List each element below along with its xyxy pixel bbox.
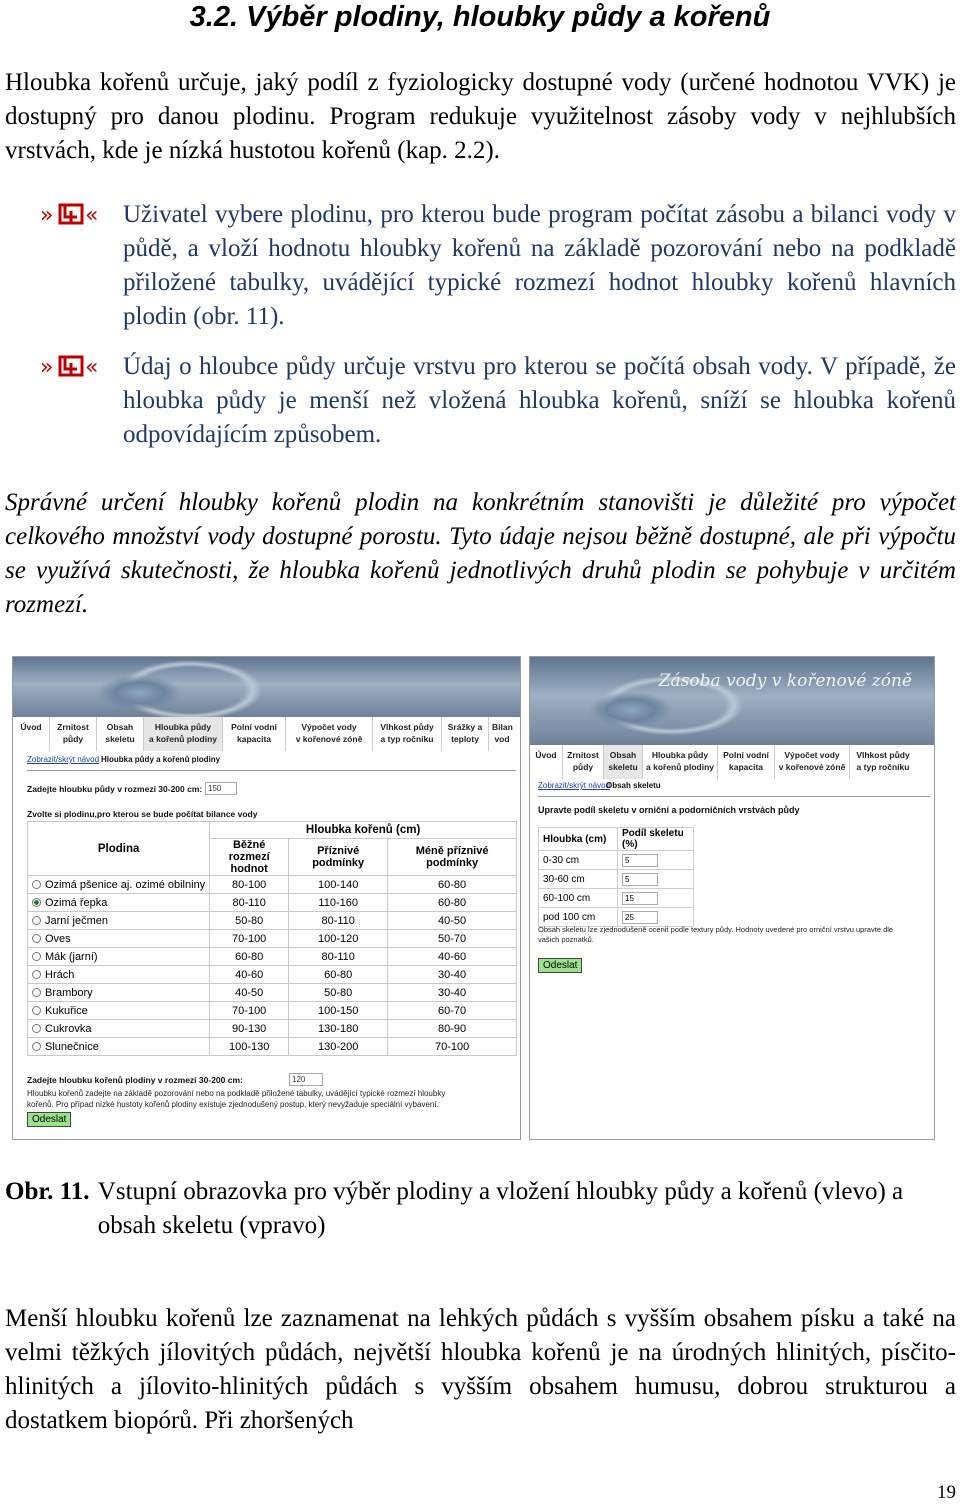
- nav-tab[interactable]: Obsah skeletu: [97, 717, 144, 751]
- skeleton-input[interactable]: 5: [622, 854, 658, 867]
- col-share-header: Podíl skeletu (%): [618, 828, 694, 851]
- root-depth-label: Zadejte hloubku kořenů plodiny v rozmezí 30-200 cm:: [27, 1075, 243, 1085]
- bottom-paragraph: Menší hloubku kořenů lze zaznamenat na lehkých půdách s vyšším obsahem písku a také na velmi těžkých jílovitých půdách, největší hloubka kořenů je na úrodných hlinitých, písčito-hlinitých a jílovito-hlinitých půdách s vyšším obsahem humusu, dobrou strukturou a dostatkem biopórů. Při zhoršených: [5, 1305, 956, 1434]
- crop-radio[interactable]: [32, 952, 41, 961]
- cell-favorable: 130-180: [289, 1020, 388, 1038]
- crop-name: Ozimá pšenice aj. ozimé obilniny: [45, 878, 206, 891]
- nav-tab[interactable]: Výpočet vody v kořenové zóně: [286, 717, 373, 751]
- nav-tab[interactable]: Polní vodní kapacita: [718, 745, 775, 779]
- crop-option[interactable]: [28, 912, 210, 930]
- cell-common: 80-100: [210, 876, 289, 894]
- crop-name: Slunečnice: [45, 1040, 99, 1053]
- cell-favorable: 60-80: [289, 966, 388, 984]
- cell-unfavorable: 80-90: [388, 1020, 517, 1038]
- nav-tab[interactable]: Zrnitost půdy: [50, 717, 97, 751]
- table-row: [28, 1038, 517, 1056]
- figure-caption: [5, 1175, 956, 1243]
- root-depth-input[interactable]: 120: [289, 1073, 323, 1086]
- root-depth-note: Hloubku kořenů zadejte na základě pozorování nebo na podkladě přiložené tabulky, uvádějící typické rozmezí hloubky kořenů. Pro případ nízké hustoty kořenů plodiny existuje zjednodušený postup, který nevyžaduje speciální vybavení.: [27, 1089, 446, 1109]
- crop-name: Cukrovka: [45, 1022, 92, 1035]
- depth-cell: 30-60 cm: [539, 870, 618, 889]
- nav-bar: [13, 717, 520, 751]
- depth-cell: 60-100 cm: [539, 889, 618, 908]
- toggle-help-link[interactable]: Zobrazit/skrýt návod: [27, 755, 100, 764]
- skeleton-table: [538, 827, 694, 927]
- share-cell: [618, 908, 694, 927]
- skeleton-title: Upravte podíl skeletu v orniční a podorničních vrstvách půdy: [538, 805, 800, 815]
- cell-common: 100-130: [210, 1038, 289, 1056]
- breadcrumb: Obsah skeletu: [606, 781, 661, 790]
- crop-option[interactable]: [28, 1038, 210, 1056]
- col-depth-header: Hloubka (cm): [539, 828, 618, 851]
- cell-unfavorable: 50-70: [388, 930, 517, 948]
- cell-common: 40-50: [210, 984, 289, 1002]
- nav-tab[interactable]: Bilan vod: [492, 722, 513, 744]
- nav-tab[interactable]: Hloubka půdy a kořenů plodiny: [643, 745, 718, 779]
- cell-unfavorable: 30-40: [388, 984, 517, 1002]
- crop-radio[interactable]: [32, 988, 41, 997]
- cell-unfavorable: 60-80: [388, 876, 517, 894]
- skeleton-content-screenshot: [529, 656, 935, 1140]
- cell-favorable: 110-160: [289, 894, 388, 912]
- crop-name: Oves: [45, 932, 71, 945]
- bullet-item: [40, 350, 956, 452]
- table-row: [539, 851, 694, 870]
- app-title: Zásoba vody v kořenové zóně: [658, 671, 912, 691]
- banner-image: [530, 657, 934, 745]
- cell-favorable: 100-150: [289, 1002, 388, 1020]
- depth-cell: 0-30 cm: [539, 851, 618, 870]
- cell-common: 60-80: [210, 948, 289, 966]
- skeleton-note: Obsah skeletu lze zjednodušeně ocenit podle textury půdy. Hodnoty uvedené pro orniční vrstvu upravte dle vašich poznatků.: [538, 925, 894, 944]
- crop-selection-screenshot: [12, 656, 521, 1140]
- crop-radio[interactable]: [32, 1006, 41, 1015]
- symbol-bullet-icon: [40, 200, 108, 230]
- soil-depth-input[interactable]: 150: [205, 782, 237, 795]
- crop-option[interactable]: [28, 1002, 210, 1020]
- crop-option[interactable]: [28, 948, 210, 966]
- banner-image: [13, 657, 520, 717]
- toggle-help-link[interactable]: Zobrazit/skrýt návod: [538, 781, 611, 790]
- crop-radio[interactable]: [32, 916, 41, 925]
- cell-common: 80-110: [210, 894, 289, 912]
- depth-cell: pod 100 cm: [539, 908, 618, 927]
- table-row: [539, 870, 694, 889]
- cell-favorable: 80-110: [289, 912, 388, 930]
- intro-paragraph: Hloubka kořenů určuje, jaký podíl z fyziologicky dostupné vody (určené hodnotou VVK) je dostupný pro danou plodinu. Program redukuje využitelnost zásoby vody v nejhlubších vrstvách, kde je nízká hustotou kořenů (kap. 2.2).: [5, 69, 956, 164]
- svg-text:»: »: [40, 203, 54, 228]
- nav-tab[interactable]: Úvod: [13, 717, 50, 751]
- cell-favorable: 100-140: [289, 876, 388, 894]
- symbol-bullet-icon: [40, 352, 108, 382]
- table-row: [28, 894, 517, 912]
- crop-table: [27, 821, 517, 1056]
- crop-radio[interactable]: [32, 1024, 41, 1033]
- italic-paragraph: Správné určení hloubky kořenů plodin na konkrétním stanovišti je důležité pro výpočet celkového množství vody dostupné porostu. Tyto údaje nejsou běžně dostupné, ale při výpočtu se využívá skutečnosti, že hloubka kořenů jednotlivých druhů plodin se pohybuje v určitém rozmezí.: [5, 489, 956, 618]
- cell-favorable: 50-80: [289, 984, 388, 1002]
- submit-button[interactable]: Odeslat: [538, 958, 582, 973]
- cell-unfavorable: 60-80: [388, 894, 517, 912]
- crop-name: Brambory: [45, 986, 93, 999]
- crop-name: Mák (jarní): [45, 950, 98, 963]
- crop-option[interactable]: [28, 876, 210, 894]
- soil-depth-label: Zadejte hloubku půdy v rozmezí 30-200 cm:: [27, 784, 203, 794]
- crop-option[interactable]: [28, 894, 210, 912]
- table-row: [28, 984, 517, 1002]
- skeleton-input[interactable]: 5: [622, 873, 658, 886]
- nav-tab[interactable]: Zrnitost půdy: [563, 745, 604, 779]
- crop-radio[interactable]: [32, 970, 41, 979]
- nav-tab[interactable]: Vlhkost půdy a typ ročníku: [373, 717, 442, 751]
- cell-unfavorable: 70-100: [388, 1038, 517, 1056]
- col-common-header: Běžné rozmezí hodnot: [210, 839, 289, 876]
- divider: [27, 770, 516, 771]
- page-number: 19: [937, 1482, 956, 1503]
- nav-tab[interactable]: Srážky a teploty: [442, 717, 489, 751]
- table-row: [539, 889, 694, 908]
- divider: [538, 796, 930, 797]
- table-row: [28, 966, 517, 984]
- crop-name: Ozimá řepka: [45, 896, 108, 909]
- table-row: [28, 1002, 517, 1020]
- nav-tab[interactable]: Výpočet vody v kořenové zóně: [775, 745, 850, 779]
- skeleton-input[interactable]: 15: [622, 892, 658, 905]
- table-row: [28, 930, 517, 948]
- nav-bar: [530, 745, 934, 779]
- cell-common: 50-80: [210, 912, 289, 930]
- share-cell: [618, 851, 694, 870]
- svg-text:«: «: [85, 203, 99, 228]
- col-favorable-header: Příznivé podmínky: [289, 839, 388, 876]
- crop-option[interactable]: [28, 966, 210, 984]
- caption-label: Obr. 11.: [5, 1178, 90, 1205]
- crop-option[interactable]: [28, 984, 210, 1002]
- section-heading: 3.2. Výběr plodiny, hloubky půdy a kořenů: [189, 1, 771, 33]
- cell-favorable: 100-120: [289, 930, 388, 948]
- cell-common: 70-100: [210, 930, 289, 948]
- share-cell: [618, 889, 694, 908]
- cell-favorable: 130-200: [289, 1038, 388, 1056]
- table-row: [28, 1020, 517, 1038]
- crop-radio[interactable]: [32, 880, 41, 889]
- bullet-item: [40, 198, 956, 334]
- svg-text:«: «: [85, 355, 99, 380]
- nav-tab[interactable]: Polní vodní kapacita: [223, 717, 286, 751]
- nav-tab-active[interactable]: Obsah skeletu: [604, 745, 643, 779]
- cell-unfavorable: 60-70: [388, 1002, 517, 1020]
- breadcrumb: Hloubka půdy a kořenů plodiny: [101, 755, 221, 764]
- crop-name: Kukuřice: [45, 1004, 88, 1017]
- crop-name: Jarní ječmen: [45, 914, 108, 927]
- crop-radio[interactable]: [32, 898, 41, 907]
- nav-tab[interactable]: Úvod: [530, 745, 563, 779]
- caption-text: Vstupní obrazovka pro výběr plodiny a vložení hloubky půdy a kořenů (vlevo) a obsah skeletu (vpravo): [97, 1178, 904, 1239]
- nav-tab[interactable]: Vlhkost půdy a typ ročníku: [856, 750, 910, 772]
- crop-radio[interactable]: [32, 934, 41, 943]
- nav-tab-active[interactable]: Hloubka půdy a kořenů plodiny: [144, 717, 223, 751]
- bullet-text: Údaj o hloubce půdy určuje vrstvu pro kterou se počítá obsah vody. V případě, že hloubka půdy je menší než vložená hloubka kořenů, sníží se hloubka kořenů odpovídajícím způsobem.: [123, 353, 956, 448]
- cell-favorable: 80-110: [289, 948, 388, 966]
- table-row: [539, 908, 694, 927]
- skeleton-input[interactable]: 25: [622, 911, 658, 924]
- table-row: [28, 912, 517, 930]
- crop-radio[interactable]: [32, 1042, 41, 1051]
- root-depth-group-header: Hloubka kořenů (cm): [210, 822, 517, 839]
- crop-select-label: Zvolte si plodinu,pro kterou se bude počítat bilance vody: [27, 809, 258, 819]
- crop-option[interactable]: [28, 1020, 210, 1038]
- cell-common: 40-60: [210, 966, 289, 984]
- cell-unfavorable: 40-50: [388, 912, 517, 930]
- cell-unfavorable: 40-60: [388, 948, 517, 966]
- cell-unfavorable: 30-40: [388, 966, 517, 984]
- table-row: [28, 876, 517, 894]
- crop-option[interactable]: [28, 930, 210, 948]
- bullet-text: Uživatel vybere plodinu, pro kterou bude program počítat zásobu a bilanci vody v půdě, a vloží hodnotu hloubky kořenů na základě pozorování nebo na podkladě přiložené tabulky, uvádějící typické rozmezí hodnot hloubky kořenů hlavních plodin (obr. 11).: [123, 201, 956, 330]
- cell-common: 70-100: [210, 1002, 289, 1020]
- crop-name: Hrách: [45, 968, 75, 981]
- col-crop-header: Plodina: [28, 822, 210, 876]
- cell-common: 90-130: [210, 1020, 289, 1038]
- svg-text:»: »: [40, 355, 54, 380]
- submit-button[interactable]: Odeslat: [27, 1112, 71, 1127]
- share-cell: [618, 870, 694, 889]
- col-unfavorable-header: Méně příznivé podmínky: [388, 839, 517, 876]
- table-row: [28, 948, 517, 966]
